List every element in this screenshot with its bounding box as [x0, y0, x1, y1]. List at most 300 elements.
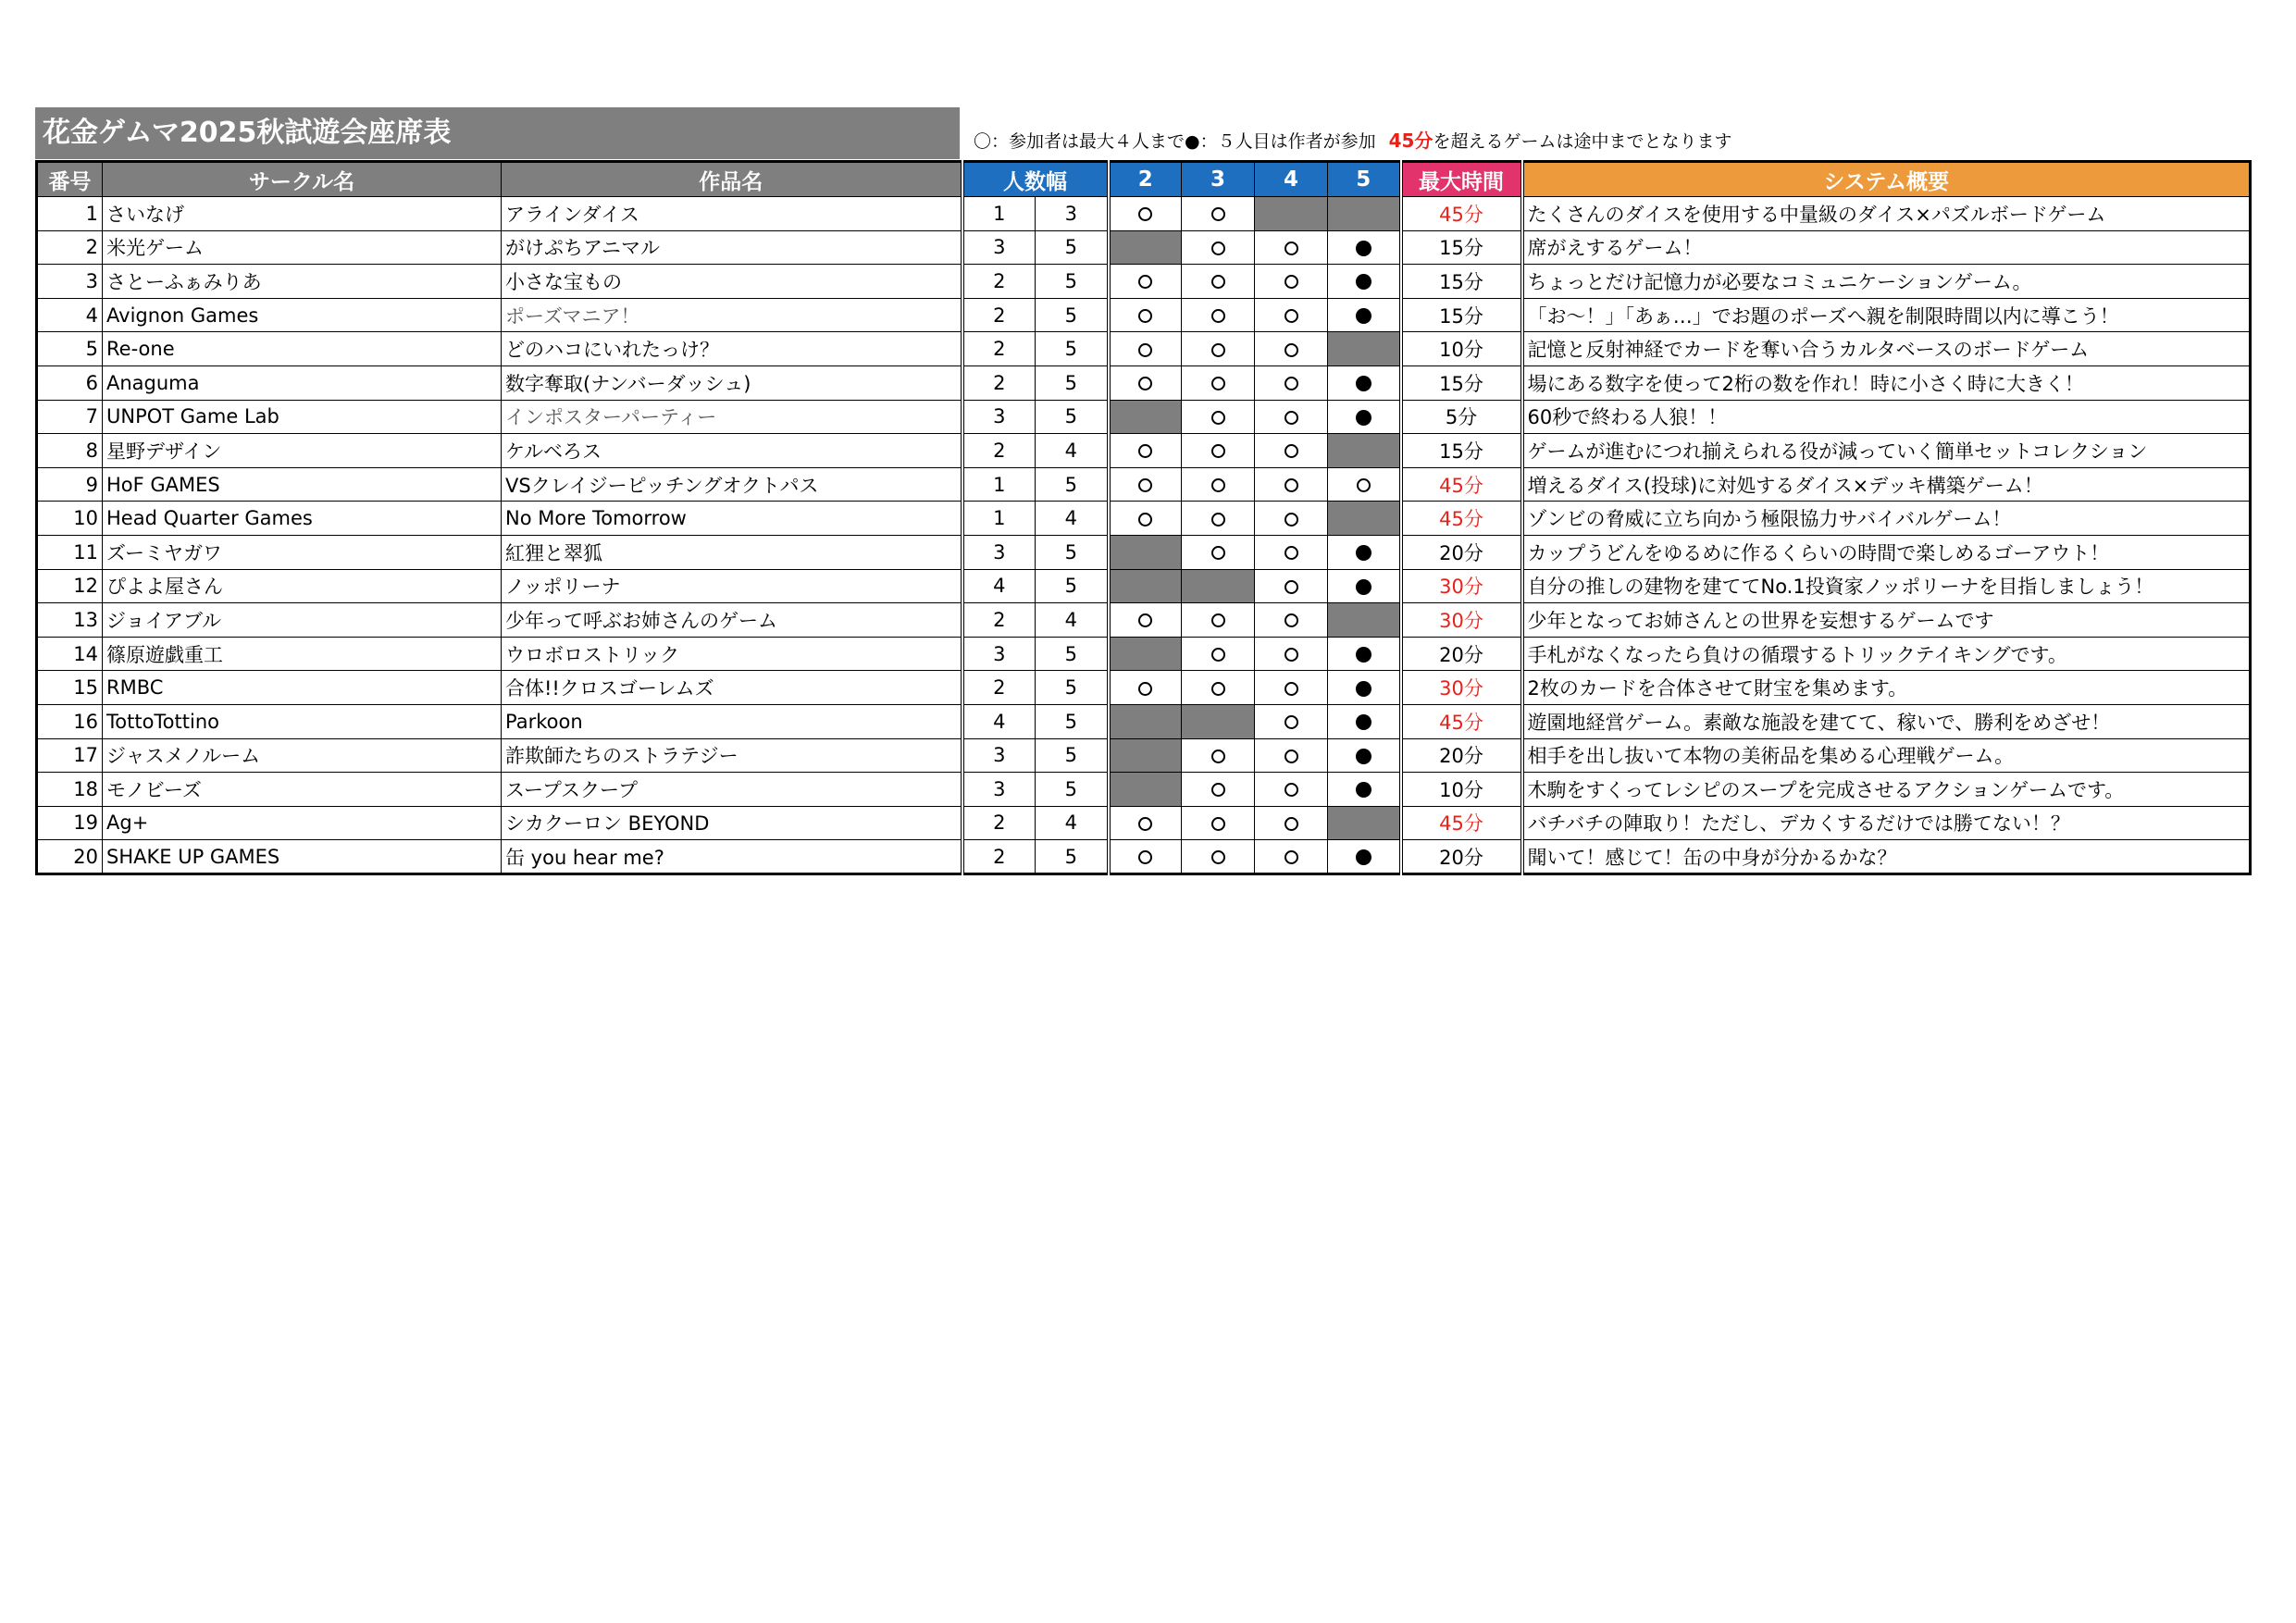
seat-4-cell	[1255, 365, 1328, 400]
seat-5-cell	[1328, 738, 1401, 773]
seat-4-cell	[1255, 400, 1328, 434]
table-row	[37, 738, 2251, 773]
seat-5-cell	[1328, 671, 1401, 705]
row-number: 17	[37, 738, 103, 773]
seat-2-cell	[1109, 400, 1182, 434]
circle-icon	[1285, 682, 1298, 696]
seat-3-cell	[1182, 365, 1255, 400]
system-summary: 「お～！」「あぁ…」でお題のポーズへ親を制限時間以内に導こう！	[1522, 298, 2251, 332]
seat-3-cell	[1182, 637, 1255, 671]
circle-icon	[1211, 343, 1225, 357]
table-row	[37, 332, 2251, 366]
seat-4-cell	[1255, 535, 1328, 569]
circle-name: SHAKE UP GAMES	[103, 840, 502, 874]
filled-dot-icon	[1356, 714, 1371, 730]
circle-icon	[1138, 377, 1152, 390]
row-number: 14	[37, 637, 103, 671]
seat-3-cell	[1182, 197, 1255, 231]
work-title: ケルベろス	[502, 434, 962, 468]
players-min: 2	[962, 671, 1036, 705]
seat-3-cell	[1182, 400, 1255, 434]
filled-dot-icon	[1356, 545, 1371, 561]
circle-name: ズーミヤガワ	[103, 535, 502, 569]
circle-name: Head Quarter Games	[103, 502, 502, 536]
header-p4: 4	[1255, 162, 1328, 197]
players-min: 2	[962, 603, 1036, 638]
work-title: 少年って呼ぶお姉さんのゲーム	[502, 603, 962, 638]
seat-5-cell	[1328, 502, 1401, 536]
work-title: 合体!!クロスゴーレムズ	[502, 671, 962, 705]
circle-name: 篠原遊戯重工	[103, 637, 502, 671]
seat-5-cell	[1328, 332, 1401, 366]
table-row	[37, 298, 2251, 332]
system-summary: 増えるダイス(投球)に対処するダイス×デッキ構築ゲーム！	[1522, 467, 2251, 502]
players-max: 5	[1036, 365, 1109, 400]
seat-5-cell	[1328, 840, 1401, 874]
players-max: 5	[1036, 738, 1109, 773]
circle-icon	[1285, 275, 1298, 289]
circle-icon	[1285, 478, 1298, 492]
players-max: 5	[1036, 637, 1109, 671]
circle-icon	[1211, 444, 1225, 458]
circle-icon	[1211, 750, 1225, 763]
system-summary: ゾンビの脅威に立ち向かう極限協力サバイバルゲーム！	[1522, 502, 2251, 536]
players-max: 5	[1036, 332, 1109, 366]
circle-name: 米光ゲーム	[103, 230, 502, 265]
filled-dot-icon	[1356, 241, 1371, 256]
row-number: 3	[37, 265, 103, 299]
circle-name: ぴよよ屋さん	[103, 569, 502, 603]
row-number: 6	[37, 365, 103, 400]
seat-2-cell	[1109, 840, 1182, 874]
max-time: 45分	[1401, 806, 1522, 840]
players-min: 3	[962, 637, 1036, 671]
seat-5-cell	[1328, 535, 1401, 569]
circle-icon	[1285, 343, 1298, 357]
row-number: 7	[37, 400, 103, 434]
seat-3-cell	[1182, 569, 1255, 603]
work-title: シカクーロン BEYOND	[502, 806, 962, 840]
circle-icon	[1138, 850, 1152, 864]
system-summary: たくさんのダイスを使用する中量級のダイス×パズルボードゲーム	[1522, 197, 2251, 231]
players-min: 3	[962, 535, 1036, 569]
circle-icon	[1138, 343, 1152, 357]
circle-icon	[1211, 207, 1225, 221]
row-number: 19	[37, 806, 103, 840]
seat-4-cell	[1255, 467, 1328, 502]
seat-2-cell	[1109, 365, 1182, 400]
seat-4-cell	[1255, 806, 1328, 840]
seat-2-cell	[1109, 332, 1182, 366]
row-number: 10	[37, 502, 103, 536]
players-max: 5	[1036, 298, 1109, 332]
seat-2-cell	[1109, 502, 1182, 536]
max-time: 45分	[1401, 197, 1522, 231]
seat-2-cell	[1109, 773, 1182, 807]
max-time: 15分	[1401, 230, 1522, 265]
players-min: 3	[962, 230, 1036, 265]
work-title: Parkoon	[502, 704, 962, 738]
seat-5-cell	[1328, 298, 1401, 332]
circle-icon	[1285, 513, 1298, 527]
table-row	[37, 840, 2251, 874]
circle-icon	[1138, 682, 1152, 696]
seat-4-cell	[1255, 569, 1328, 603]
players-min: 3	[962, 738, 1036, 773]
players-max: 5	[1036, 265, 1109, 299]
seat-4-cell	[1255, 603, 1328, 638]
row-number: 4	[37, 298, 103, 332]
players-min: 2	[962, 332, 1036, 366]
seat-2-cell	[1109, 230, 1182, 265]
seat-5-cell	[1328, 603, 1401, 638]
circle-name: Anaguma	[103, 365, 502, 400]
circle-icon	[1211, 613, 1225, 627]
seat-2-cell	[1109, 434, 1182, 468]
circle-name: UNPOT Game Lab	[103, 400, 502, 434]
circle-icon	[1285, 783, 1298, 797]
system-summary: 場にある数字を使って2桁の数を作れ！時に小さく時に大きく！	[1522, 365, 2251, 400]
system-summary: バチバチの陣取り！ただし、デカくするだけでは勝てない！？	[1522, 806, 2251, 840]
seat-3-cell	[1182, 671, 1255, 705]
seating-table	[35, 160, 2252, 875]
seat-3-cell	[1182, 773, 1255, 807]
header-p5: 5	[1328, 162, 1401, 197]
row-number: 5	[37, 332, 103, 366]
seat-5-cell	[1328, 365, 1401, 400]
circle-icon	[1211, 478, 1225, 492]
circle-icon	[1138, 207, 1152, 221]
system-summary: 2枚のカードを合体させて財宝を集めます。	[1522, 671, 2251, 705]
table-row	[37, 502, 2251, 536]
players-min: 2	[962, 265, 1036, 299]
legend-main-text: 〇：参加者は最大４人まで●：５人目は作者が参加	[974, 131, 1376, 152]
seat-3-cell	[1182, 332, 1255, 366]
filled-dot-icon	[1356, 849, 1371, 865]
table-row	[37, 773, 2251, 807]
circle-icon	[1211, 817, 1225, 831]
players-max: 4	[1036, 434, 1109, 468]
row-number: 18	[37, 773, 103, 807]
circle-icon	[1285, 850, 1298, 864]
circle-name: さいなげ	[103, 197, 502, 231]
max-time: 30分	[1401, 603, 1522, 638]
seat-2-cell	[1109, 704, 1182, 738]
circle-name: Re-one	[103, 332, 502, 366]
row-number: 15	[37, 671, 103, 705]
work-title: スープスクープ	[502, 773, 962, 807]
max-time: 30分	[1401, 569, 1522, 603]
circle-icon	[1285, 242, 1298, 255]
seat-4-cell	[1255, 502, 1328, 536]
seat-2-cell	[1109, 467, 1182, 502]
circle-icon	[1285, 546, 1298, 560]
header-circle: サークル名	[103, 162, 502, 197]
legend-note	[974, 128, 1731, 154]
max-time: 20分	[1401, 637, 1522, 671]
seat-4-cell	[1255, 773, 1328, 807]
table-row	[37, 569, 2251, 603]
players-max: 5	[1036, 773, 1109, 807]
filled-dot-icon	[1356, 308, 1371, 324]
work-title: 紅狸と翠狐	[502, 535, 962, 569]
circle-icon	[1285, 613, 1298, 627]
legend-time-limit: 45分	[1388, 130, 1433, 152]
seat-3-cell	[1182, 467, 1255, 502]
circle-name: TottoTottino	[103, 704, 502, 738]
max-time: 5分	[1401, 400, 1522, 434]
players-min: 2	[962, 365, 1036, 400]
system-summary: 記憶と反射神経でカードを奪い合うカルタベースのボードゲーム	[1522, 332, 2251, 366]
system-summary: 自分の推しの建物を建ててNo.1投資家ノッポリーナを目指しましょう！	[1522, 569, 2251, 603]
circle-icon	[1138, 613, 1152, 627]
table-row	[37, 434, 2251, 468]
system-summary: ちょっとだけ記憶力が必要なコミュニケーションゲーム。	[1522, 265, 2251, 299]
circle-icon	[1285, 377, 1298, 390]
circle-icon	[1138, 513, 1152, 527]
players-max: 4	[1036, 502, 1109, 536]
players-min: 3	[962, 773, 1036, 807]
players-max: 5	[1036, 569, 1109, 603]
players-min: 1	[962, 502, 1036, 536]
system-summary: 相手を出し抜いて本物の美術品を集める心理戦ゲーム。	[1522, 738, 2251, 773]
seat-4-cell	[1255, 738, 1328, 773]
filled-dot-icon	[1356, 782, 1371, 798]
filled-dot-icon	[1356, 647, 1371, 663]
system-summary: 聞いて！感じて！缶の中身が分かるかな？	[1522, 840, 2251, 874]
seat-3-cell	[1182, 535, 1255, 569]
work-title: インポスターパーティー	[502, 400, 962, 434]
circle-name: Ag+	[103, 806, 502, 840]
seat-4-cell	[1255, 704, 1328, 738]
work-title: No More Tomorrow	[502, 502, 962, 536]
circle-icon	[1285, 309, 1298, 323]
players-min: 4	[962, 569, 1036, 603]
players-max: 5	[1036, 230, 1109, 265]
circle-icon	[1211, 411, 1225, 425]
filled-dot-icon	[1356, 749, 1371, 764]
players-max: 5	[1036, 704, 1109, 738]
table-row	[37, 265, 2251, 299]
system-summary: 60秒で終わる人狼！！	[1522, 400, 2251, 434]
work-title: 小さな宝もの	[502, 265, 962, 299]
header-work: 作品名	[502, 162, 962, 197]
circle-icon	[1138, 478, 1152, 492]
seat-3-cell	[1182, 434, 1255, 468]
header-p2: 2	[1109, 162, 1182, 197]
row-number: 13	[37, 603, 103, 638]
row-number: 2	[37, 230, 103, 265]
seat-3-cell	[1182, 806, 1255, 840]
circle-icon	[1357, 478, 1371, 492]
max-time: 15分	[1401, 365, 1522, 400]
seat-2-cell	[1109, 535, 1182, 569]
seat-5-cell	[1328, 704, 1401, 738]
table-row	[37, 535, 2251, 569]
circle-name: 星野デザイン	[103, 434, 502, 468]
work-title: 数字奪取(ナンバーダッシュ)	[502, 365, 962, 400]
work-title: 缶 you hear me?	[502, 840, 962, 874]
circle-name: HoF GAMES	[103, 467, 502, 502]
players-max: 5	[1036, 467, 1109, 502]
seat-2-cell	[1109, 569, 1182, 603]
seat-5-cell	[1328, 230, 1401, 265]
work-title: ノッポリーナ	[502, 569, 962, 603]
players-max: 5	[1036, 840, 1109, 874]
row-number: 1	[37, 197, 103, 231]
header-no: 番号	[37, 162, 103, 197]
table-row	[37, 197, 2251, 231]
sheet-title: 花金ゲムマ2025秋試遊会座席表	[35, 107, 960, 159]
table-row	[37, 400, 2251, 434]
filled-dot-icon	[1356, 410, 1371, 426]
table-row	[37, 806, 2251, 840]
max-time: 45分	[1401, 502, 1522, 536]
circle-icon	[1138, 275, 1152, 289]
players-max: 3	[1036, 197, 1109, 231]
system-summary: 手札がなくなったら負けの循環するトリックテイキングです。	[1522, 637, 2251, 671]
system-summary: 席がえするゲーム！	[1522, 230, 2251, 265]
max-time: 45分	[1401, 467, 1522, 502]
row-number: 9	[37, 467, 103, 502]
seat-4-cell	[1255, 230, 1328, 265]
circle-icon	[1211, 275, 1225, 289]
circle-icon	[1285, 648, 1298, 662]
table-row	[37, 671, 2251, 705]
filled-dot-icon	[1356, 681, 1371, 697]
table-row	[37, 467, 2251, 502]
row-number: 12	[37, 569, 103, 603]
table-row	[37, 704, 2251, 738]
seat-2-cell	[1109, 637, 1182, 671]
max-time: 20分	[1401, 840, 1522, 874]
work-title: VSクレイジーピッチングオクトパス	[502, 467, 962, 502]
max-time: 15分	[1401, 434, 1522, 468]
system-summary: 遊園地経営ゲーム。素敵な施設を建てて、稼いで、勝利をめざせ！	[1522, 704, 2251, 738]
max-time: 45分	[1401, 704, 1522, 738]
players-min: 3	[962, 400, 1036, 434]
max-time: 30分	[1401, 671, 1522, 705]
players-max: 4	[1036, 603, 1109, 638]
work-title: どのハコにいれたっけ？	[502, 332, 962, 366]
seat-2-cell	[1109, 806, 1182, 840]
seat-4-cell	[1255, 298, 1328, 332]
max-time: 15分	[1401, 298, 1522, 332]
seat-5-cell	[1328, 197, 1401, 231]
seat-3-cell	[1182, 704, 1255, 738]
max-time: 10分	[1401, 773, 1522, 807]
table-row	[37, 365, 2251, 400]
circle-icon	[1211, 242, 1225, 255]
circle-icon	[1211, 648, 1225, 662]
seat-4-cell	[1255, 671, 1328, 705]
players-min: 1	[962, 467, 1036, 502]
header-p3: 3	[1182, 162, 1255, 197]
circle-icon	[1138, 444, 1152, 458]
circle-name: ジョイアブル	[103, 603, 502, 638]
circle-name: ジャスメノルーム	[103, 738, 502, 773]
table-row	[37, 637, 2251, 671]
table-row	[37, 230, 2251, 265]
circle-icon	[1285, 750, 1298, 763]
players-min: 4	[962, 704, 1036, 738]
work-title: ウロボロストリック	[502, 637, 962, 671]
max-time: 20分	[1401, 535, 1522, 569]
seat-4-cell	[1255, 332, 1328, 366]
seat-5-cell	[1328, 773, 1401, 807]
header-system: システム概要	[1522, 162, 2251, 197]
legend-warning-text: を超えるゲームは途中までとなります	[1433, 131, 1732, 152]
seat-2-cell	[1109, 265, 1182, 299]
seat-2-cell	[1109, 603, 1182, 638]
header-row	[37, 162, 2251, 197]
max-time: 20分	[1401, 738, 1522, 773]
circle-icon	[1211, 850, 1225, 864]
seat-3-cell	[1182, 738, 1255, 773]
row-number: 16	[37, 704, 103, 738]
system-summary: カップうどんをゆるめに作るくらいの時間で楽しめるゴーアウト！	[1522, 535, 2251, 569]
seat-5-cell	[1328, 637, 1401, 671]
system-summary: ゲームが進むにつれ揃えられる役が減っていく簡単セットコレクション	[1522, 434, 2251, 468]
seat-2-cell	[1109, 671, 1182, 705]
circle-icon	[1211, 377, 1225, 390]
circle-icon	[1285, 580, 1298, 594]
seat-3-cell	[1182, 603, 1255, 638]
seat-4-cell	[1255, 265, 1328, 299]
work-title: がけぷちアニマル	[502, 230, 962, 265]
row-number: 8	[37, 434, 103, 468]
seat-3-cell	[1182, 230, 1255, 265]
players-min: 2	[962, 840, 1036, 874]
header-players: 人数幅	[962, 162, 1109, 197]
players-max: 4	[1036, 806, 1109, 840]
work-title: 詐欺師たちのストラテジー	[502, 738, 962, 773]
max-time: 10分	[1401, 332, 1522, 366]
row-number: 20	[37, 840, 103, 874]
circle-name: さとーふぁみりあ	[103, 265, 502, 299]
system-summary: 少年となってお姉さんとの世界を妄想するゲームです	[1522, 603, 2251, 638]
circle-icon	[1211, 546, 1225, 560]
seat-3-cell	[1182, 502, 1255, 536]
players-max: 5	[1036, 400, 1109, 434]
seat-3-cell	[1182, 840, 1255, 874]
max-time: 15分	[1401, 265, 1522, 299]
circle-icon	[1211, 682, 1225, 696]
seat-5-cell	[1328, 569, 1401, 603]
players-min: 2	[962, 298, 1036, 332]
circle-icon	[1211, 513, 1225, 527]
players-min: 2	[962, 434, 1036, 468]
circle-name: Avignon Games	[103, 298, 502, 332]
circle-icon	[1285, 817, 1298, 831]
filled-dot-icon	[1356, 274, 1371, 290]
players-min: 2	[962, 806, 1036, 840]
seat-5-cell	[1328, 434, 1401, 468]
system-summary: 木駒をすくってレシピのスープを完成させるアクションゲームです。	[1522, 773, 2251, 807]
circle-icon	[1285, 411, 1298, 425]
seat-4-cell	[1255, 840, 1328, 874]
work-title: ポーズマニア！	[502, 298, 962, 332]
circle-icon	[1285, 444, 1298, 458]
seat-5-cell	[1328, 467, 1401, 502]
circle-icon	[1211, 783, 1225, 797]
seat-5-cell	[1328, 265, 1401, 299]
circle-icon	[1211, 309, 1225, 323]
seat-4-cell	[1255, 197, 1328, 231]
work-title: アラインダイス	[502, 197, 962, 231]
seat-2-cell	[1109, 298, 1182, 332]
row-number: 11	[37, 535, 103, 569]
